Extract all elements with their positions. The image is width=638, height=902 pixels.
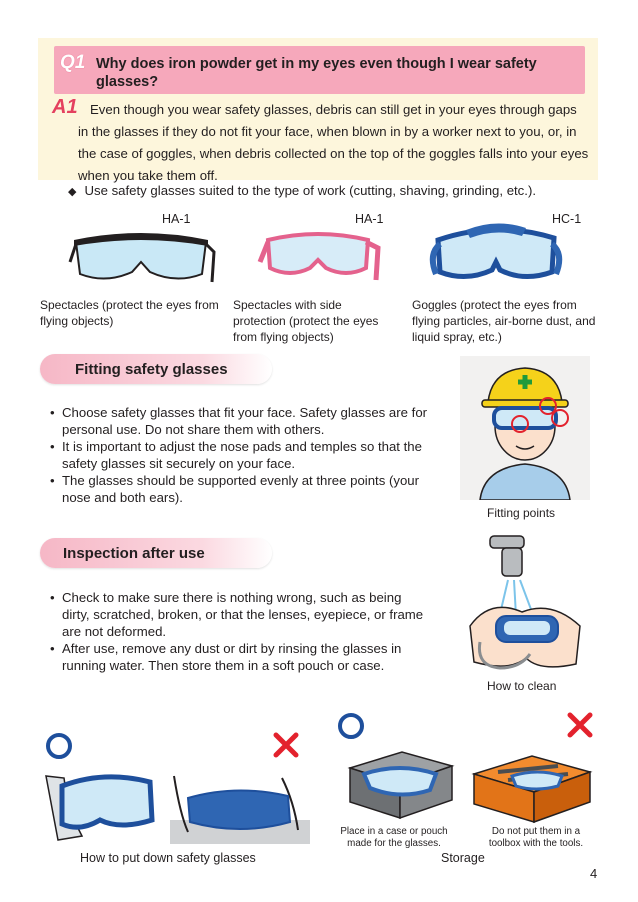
- diamond-bullet-icon: ◆: [68, 186, 77, 198]
- glasses-caption-2: Spectacles with side protection (protect the eyes from flying objects): [233, 298, 379, 344]
- goggles-lens-down-illustration: [170, 770, 310, 844]
- list-item: • Check to make sure there is nothing wrong, such as being dirty, scratched, broken, or that the lenses, eyepiece, or frame are not deformed.: [40, 589, 432, 640]
- list-item: • Choose safety glasses that fit your face. Safety glasses are for personal use. Do not share them with others.: [40, 404, 432, 438]
- incorrect-cross-icon: [566, 711, 594, 739]
- fitting-points-illustration: [460, 356, 590, 500]
- tip-line: [68, 183, 536, 198]
- page-number: 4: [590, 866, 598, 881]
- correct-circle-icon: [46, 733, 72, 759]
- question-label: Q1: [60, 52, 86, 73]
- toolbox-illustration: [468, 746, 596, 824]
- cleaning-illustration: [460, 530, 590, 675]
- fitting-figure-caption: Fitting points: [487, 506, 556, 520]
- goggles-illustration: [426, 214, 566, 289]
- put-down-caption: How to put down safety glasses: [80, 851, 256, 865]
- glasses-caption-3: Goggles (protect the eyes from flying particles, air-borne dust, and liquid spray, etc.): [412, 298, 596, 344]
- fitting-heading: Fitting safety glasses: [75, 361, 228, 378]
- list-item: • After use, remove any dust or dirt by rinsing the glasses in running water. Then store them in a soft pouch or case.: [40, 640, 432, 674]
- incorrect-cross-icon: [272, 731, 300, 759]
- list-item: • It is important to adjust the nose pads and temples so that the safety glasses sit securely on your face.: [40, 438, 432, 472]
- answer-text: Even though you wear safety glasses, debris can still get in your eyes through gaps in the glasses if they do not fit your face, when blown in by a worker next to you, or, in the case of goggles, when debris collected on the top of the goggles falls into your eyes when you take them off.: [78, 102, 589, 183]
- goggles-lens-up-illustration: [40, 766, 164, 846]
- fitting-list: [40, 404, 432, 506]
- inspection-list: [40, 589, 432, 674]
- tip-text: Use safety glasses suited to the type of work (cutting, shaving, grinding, etc.).: [84, 183, 536, 198]
- correct-circle-icon: [338, 713, 364, 739]
- answer-label: A1: [52, 96, 78, 118]
- glasses-caption-1: Spectacles (protect the eyes from flying objects): [40, 298, 219, 328]
- glasses-code-3: HC-1: [552, 212, 582, 226]
- question-text: Why does iron powder get in my eyes even though I wear safety glasses?: [96, 56, 537, 90]
- inspection-heading: Inspection after use: [63, 545, 205, 562]
- list-item: • The glasses should be supported evenly at three points (your nose and both ears).: [40, 472, 432, 506]
- glasses-code-2: HA-1: [355, 212, 384, 226]
- spectacles-illustration: [66, 222, 216, 292]
- glasses-code-1: HA-1: [162, 212, 191, 226]
- case-caption: Place in a case or pouch made for the glasses.: [340, 826, 448, 849]
- spectacles-side-illustration: [254, 218, 384, 288]
- glasses-case-illustration: [340, 744, 462, 822]
- storage-caption: Storage: [441, 851, 485, 865]
- cleaning-figure-caption: How to clean: [487, 679, 557, 693]
- toolbox-caption: Do not put them in a toolbox with the tools.: [488, 826, 584, 849]
